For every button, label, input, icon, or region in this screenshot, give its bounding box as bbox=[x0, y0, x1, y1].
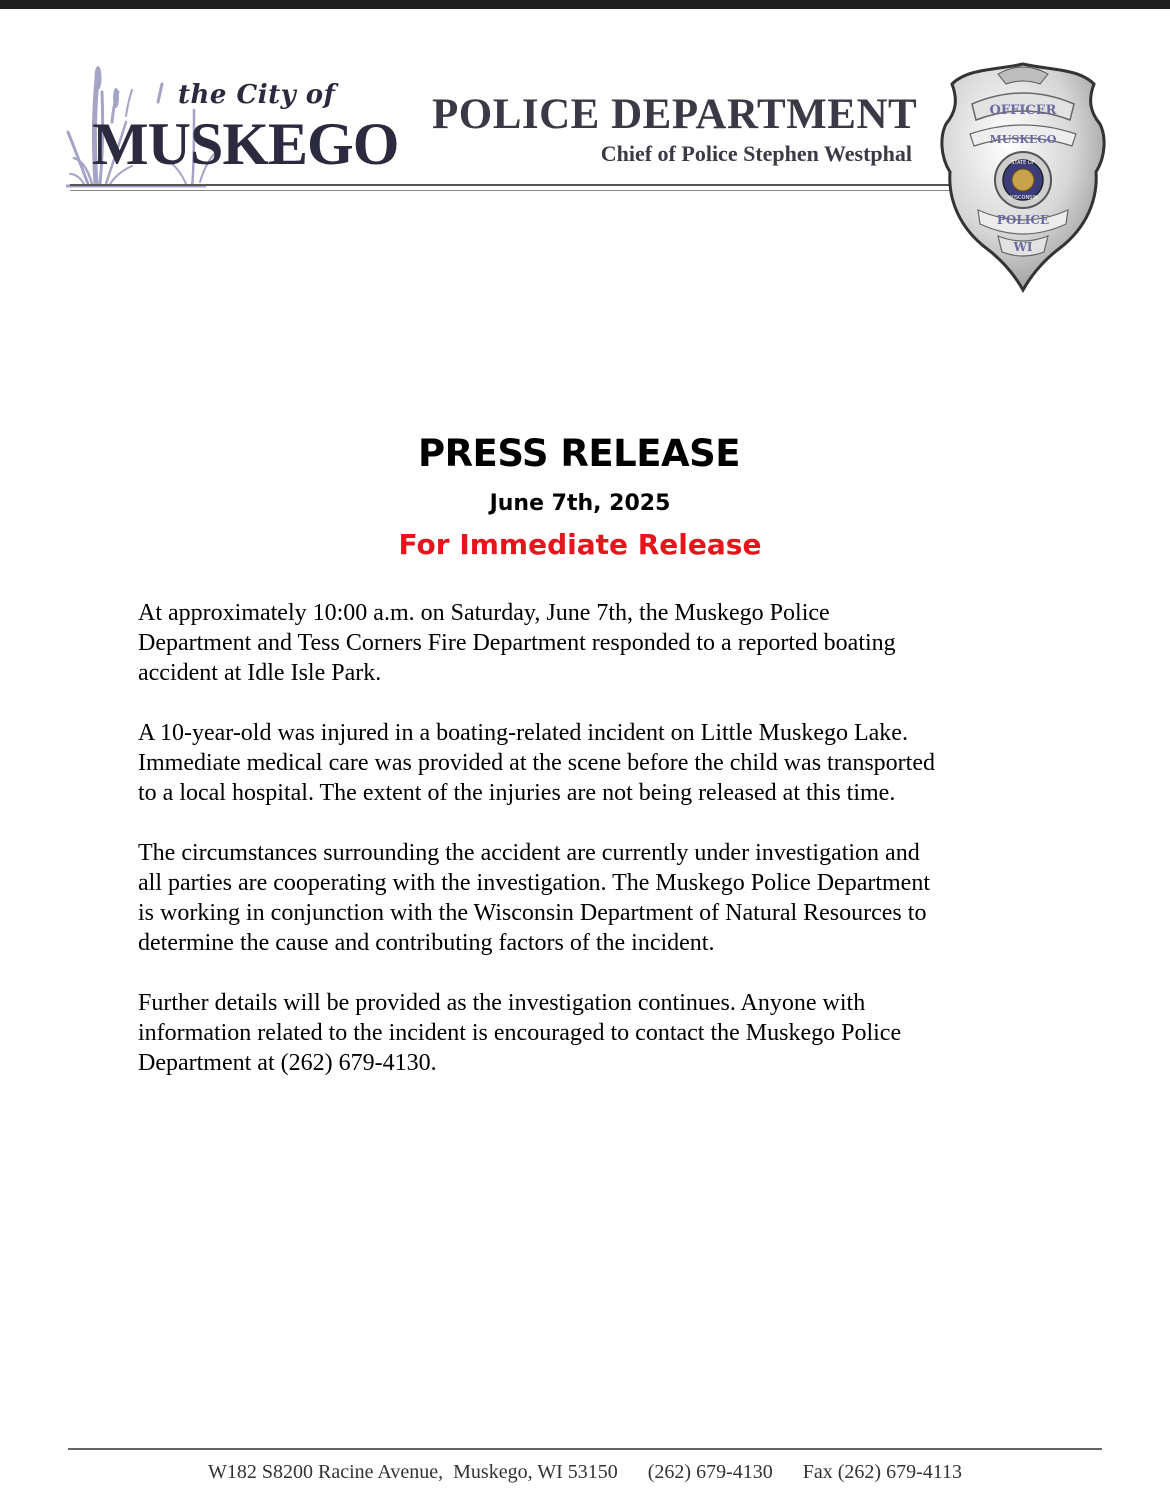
header-divider-thin bbox=[70, 190, 950, 191]
police-badge bbox=[938, 60, 1108, 295]
logo-city-of-text: the City of bbox=[178, 80, 336, 110]
footer-divider bbox=[68, 1448, 1102, 1450]
seal-bottom-text: WISCONSIN bbox=[1008, 195, 1038, 201]
chief-of-police: Chief of Police Stephen Westphal bbox=[600, 141, 912, 166]
badge-city-text: MUSKEGO bbox=[989, 133, 1057, 146]
footer-fax: Fax (262) 679-4113 bbox=[802, 1461, 962, 1483]
footer-address: W182 S8200 Racine Avenue, Muskego, WI 53150 bbox=[208, 1461, 618, 1483]
badge-state-text: WI bbox=[1013, 240, 1033, 254]
release-body bbox=[138, 598, 1038, 1108]
press-release-title: PRESS RELEASE bbox=[417, 432, 741, 475]
release-date: June 7th, 2025 bbox=[489, 491, 671, 516]
release-paragraph: The circumstances surrounding the accident are currently under investigation and all parties are cooperating with the investigation. The Muskego Police Department is working in conjunction with the Wisconsin Department of Natural Resources to determine the cause and contributing factors of the incident. bbox=[138, 840, 930, 956]
header-divider bbox=[70, 184, 950, 186]
logo-muskego-text: MUSKEGO bbox=[92, 111, 399, 177]
badge-police-text: POLICE bbox=[996, 213, 1050, 227]
badge-icon bbox=[938, 60, 1108, 295]
seal-top-text: STATE OF bbox=[1011, 160, 1035, 166]
department-name: POLICE DEPARTMENT bbox=[432, 91, 918, 138]
footer-contact bbox=[0, 1461, 1170, 1484]
release-paragraph: A 10-year-old was injured in a boating-related incident on Little Muskego Lake. Immediate medical care was provided at the scene before the child was transported to a local hospital. The extent of the injuries are not being released at this time. bbox=[138, 720, 935, 806]
footer-phone: (262) 679-4130 bbox=[647, 1461, 773, 1483]
release-status: For Immediate Release bbox=[398, 528, 762, 561]
release-paragraph: At approximately 10:00 a.m. on Saturday, June 7th, the Muskego Police Department and Tess Corners Fire Department responded to a reported boating accident at Idle Isle Park. bbox=[138, 600, 896, 686]
release-paragraph: Further details will be provided as the investigation continues. Anyone with information related to the incident is encouraged to contact the Muskego Police Department at (262) 679-4130. bbox=[138, 990, 902, 1076]
top-border-bar bbox=[0, 0, 1170, 9]
badge-officer-text: OFFICER bbox=[989, 103, 1057, 118]
city-logo bbox=[66, 62, 399, 192]
